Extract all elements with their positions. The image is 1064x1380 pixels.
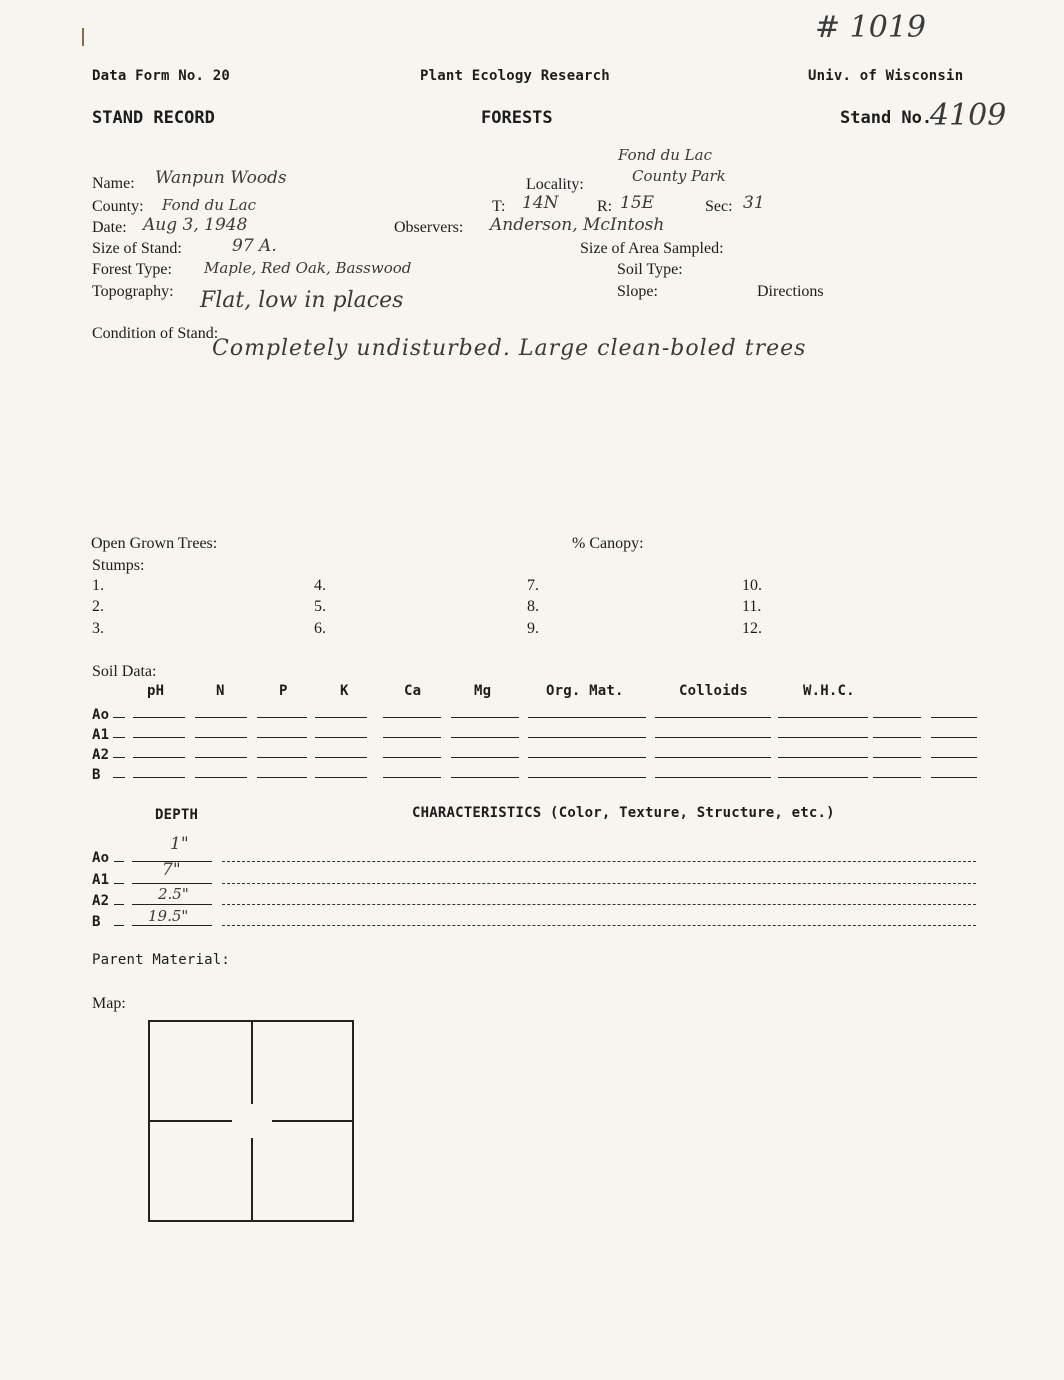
section-label: Sec:	[705, 198, 733, 215]
depth-label: DEPTH	[155, 807, 199, 823]
stand-number-label: Stand No.	[840, 108, 933, 128]
soil-value-blank	[931, 737, 977, 738]
depth-value-blank	[132, 883, 212, 884]
map-divider	[251, 1138, 253, 1220]
depth-row-label: A1	[92, 872, 110, 888]
soil-value-blank	[778, 717, 868, 718]
depth-row-label: Ao	[92, 850, 110, 866]
paper-mark	[82, 28, 84, 46]
soil-value-blank	[451, 757, 519, 758]
soil-value-blank	[778, 777, 868, 778]
depth-value: 7"	[162, 860, 181, 880]
slope-label: Slope:	[617, 283, 658, 300]
stump-number: 4.	[314, 577, 326, 594]
soil-value-blank	[195, 737, 247, 738]
soil-value-blank	[257, 737, 307, 738]
range-label: R:	[597, 198, 613, 215]
characteristics-blank	[222, 925, 976, 926]
soil-value-blank	[451, 737, 519, 738]
soil-value-blank	[931, 777, 977, 778]
record-title: STAND RECORD	[92, 108, 215, 128]
soil-column-header: K	[340, 683, 349, 699]
form-number: Data Form No. 20	[92, 68, 231, 84]
soil-value-blank	[315, 717, 367, 718]
stump-number: 6.	[314, 620, 326, 637]
soil-value-blank	[195, 777, 247, 778]
soil-value-blank	[778, 757, 868, 758]
stump-number: 9.	[527, 620, 539, 637]
observers-value: Anderson, McIntosh	[490, 215, 665, 235]
soil-column-header: Org. Mat.	[546, 683, 624, 699]
locality-value-1: Fond du Lac	[618, 146, 712, 164]
topography-label: Topography:	[92, 283, 174, 300]
soil-column-header: P	[279, 683, 288, 699]
soil-value-blank	[315, 757, 367, 758]
depth-value-blank	[132, 904, 212, 905]
soil-value-blank	[873, 777, 921, 778]
soil-row-leader	[113, 717, 125, 718]
soil-column-header: pH	[147, 683, 165, 699]
soil-value-blank	[315, 737, 367, 738]
stump-number: 2.	[92, 598, 104, 615]
soil-value-blank	[383, 757, 441, 758]
depth-row-leader	[114, 925, 124, 926]
characteristics-label: CHARACTERISTICS (Color, Texture, Structure, etc.)	[412, 805, 835, 821]
parent-material-label: Parent Material:	[92, 952, 231, 968]
characteristics-blank	[222, 883, 976, 884]
soil-row-leader	[113, 757, 125, 758]
soil-data-label: Soil Data:	[92, 663, 157, 680]
depth-row-leader	[114, 904, 124, 905]
soil-value-blank	[195, 757, 247, 758]
township-label: T:	[492, 198, 506, 215]
soil-value-blank	[383, 717, 441, 718]
name-value: Wanpun Woods	[155, 168, 287, 188]
soil-value-blank	[383, 777, 441, 778]
stump-number: 11.	[742, 598, 762, 615]
soil-value-blank	[257, 717, 307, 718]
range-value: 15E	[620, 193, 655, 213]
soil-value-blank	[528, 777, 646, 778]
university: Univ. of Wisconsin	[808, 68, 964, 84]
soil-value-blank	[451, 777, 519, 778]
soil-column-header: Ca	[404, 683, 422, 699]
soil-column-header: Mg	[474, 683, 492, 699]
size-of-stand-label: Size of Stand:	[92, 240, 182, 257]
map-label: Map:	[92, 995, 126, 1012]
soil-value-blank	[655, 717, 771, 718]
soil-value-blank	[528, 737, 646, 738]
section-value: 31	[743, 193, 765, 213]
stumps-label: Stumps:	[92, 557, 145, 574]
form-type: FORESTS	[481, 108, 553, 128]
map-grid	[148, 1020, 354, 1222]
soil-value-blank	[315, 777, 367, 778]
stump-number: 5.	[314, 598, 326, 615]
stump-number: 3.	[92, 620, 104, 637]
soil-column-header: W.H.C.	[803, 683, 855, 699]
soil-value-blank	[133, 737, 185, 738]
soil-column-header: N	[216, 683, 225, 699]
depth-row-leader	[114, 883, 124, 884]
soil-value-blank	[257, 777, 307, 778]
soil-value-blank	[528, 757, 646, 758]
stump-number: 1.	[92, 577, 104, 594]
canopy-label: % Canopy:	[572, 535, 644, 552]
soil-value-blank	[931, 717, 977, 718]
stump-number: 7.	[527, 577, 539, 594]
open-grown-trees-label: Open Grown Trees:	[91, 535, 218, 552]
characteristics-blank	[222, 861, 976, 862]
stump-number: 8.	[527, 598, 539, 615]
date-value: Aug 3, 1948	[143, 215, 248, 235]
name-label: Name:	[92, 175, 135, 192]
depth-value-blank	[132, 861, 212, 862]
soil-value-blank	[383, 737, 441, 738]
stump-number: 10.	[742, 577, 762, 594]
soil-value-blank	[655, 737, 771, 738]
soil-row-label: Ao	[92, 707, 110, 723]
depth-value: 19.5"	[148, 907, 189, 925]
topography-value: Flat, low in places	[200, 288, 404, 313]
locality-label: Locality:	[526, 176, 584, 193]
locality-value-2: County Park	[632, 167, 726, 185]
depth-value: 1"	[170, 834, 189, 854]
area-sampled-label: Size of Area Sampled:	[580, 240, 724, 257]
soil-row-leader	[113, 737, 125, 738]
date-label: Date:	[92, 219, 127, 236]
depth-value-blank	[132, 925, 212, 926]
directions-label: Directions	[757, 283, 824, 300]
soil-value-blank	[195, 717, 247, 718]
forest-type-label: Forest Type:	[92, 261, 172, 278]
archive-number: # 1019	[815, 10, 927, 45]
characteristics-blank	[222, 904, 976, 905]
size-of-stand-value: 97 A.	[232, 236, 277, 256]
soil-value-blank	[133, 777, 185, 778]
soil-row-label: A2	[92, 747, 110, 763]
soil-row-label: B	[92, 767, 101, 783]
soil-value-blank	[931, 757, 977, 758]
soil-value-blank	[655, 777, 771, 778]
county-label: County:	[92, 198, 144, 215]
soil-value-blank	[873, 717, 921, 718]
map-divider	[272, 1120, 354, 1122]
soil-value-blank	[873, 757, 921, 758]
depth-row-label: B	[92, 914, 101, 930]
map-divider	[150, 1120, 232, 1122]
stump-number: 12.	[742, 620, 762, 637]
soil-value-blank	[451, 717, 519, 718]
condition-label: Condition of Stand:	[92, 325, 219, 342]
soil-value-blank	[778, 737, 868, 738]
soil-value-blank	[873, 737, 921, 738]
soil-type-label: Soil Type:	[617, 261, 683, 278]
depth-row-label: A2	[92, 893, 110, 909]
soil-column-header: Colloids	[679, 683, 749, 699]
forest-type-value: Maple, Red Oak, Basswood	[204, 259, 412, 277]
soil-value-blank	[133, 757, 185, 758]
soil-row-label: A1	[92, 727, 110, 743]
depth-value: 2.5"	[158, 885, 189, 903]
soil-value-blank	[257, 757, 307, 758]
soil-row-leader	[113, 777, 125, 778]
county-value: Fond du Lac	[162, 196, 256, 214]
soil-value-blank	[528, 717, 646, 718]
condition-value: Completely undisturbed. Large clean-boled trees	[212, 336, 807, 361]
map-divider	[251, 1022, 253, 1104]
organization: Plant Ecology Research	[420, 68, 610, 84]
soil-value-blank	[655, 757, 771, 758]
township-value: 14N	[522, 193, 559, 213]
soil-value-blank	[133, 717, 185, 718]
observers-label: Observers:	[394, 219, 464, 236]
depth-row-leader	[114, 861, 124, 862]
stand-number-value: 4109	[930, 98, 1007, 133]
